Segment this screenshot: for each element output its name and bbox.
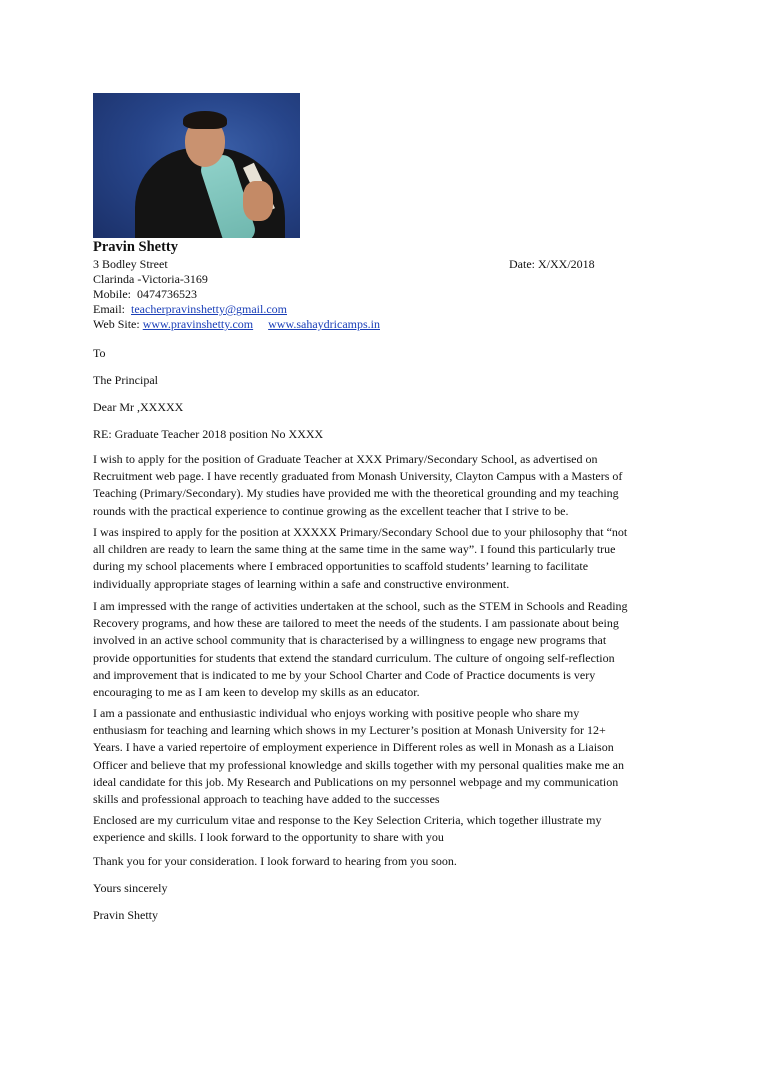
paragraph-line: Years. I have a varied repertoire of employment experience in Different roles as well in Monash as a Liaison <box>93 740 614 755</box>
mobile-label: Mobile: <box>93 287 131 301</box>
sender-street: 3 Bodley Street <box>93 257 168 271</box>
paragraph-line: I am a passionate and enthusiastic individual who enjoys working with positive people who share my <box>93 706 580 720</box>
paragraph-line: during my school placements where I embraced opportunities to scaffold students’ learning to facilitate <box>93 559 589 574</box>
body-paragraph-5 <box>93 812 681 846</box>
sender-website <box>93 317 380 332</box>
sender-name: Pravin Shetty <box>93 239 178 255</box>
paragraph-line: involved in an active school community that is characterised by a willingness to engage new programs that <box>93 633 607 648</box>
paragraph-line: ideal candidate for this job. My Research and Publications on my personnel webpage and my communication <box>93 774 619 789</box>
sender-mobile <box>93 287 197 302</box>
sender-email <box>93 302 287 317</box>
email-link[interactable]: teacherpravinshetty@gmail.com <box>131 302 287 316</box>
paragraph-line: encouraging to me as I am keen to develop my skills as an educator. <box>93 685 420 700</box>
paragraph-line: enthusiasm for teaching and learning which shows in my Lecturer’s position at Monash University for 12+ <box>93 723 606 738</box>
email-label: Email: <box>93 302 125 316</box>
paragraph-line: Recovery programs, and how these are tailored to meet the needs of the students. I am passionate about being <box>93 616 619 631</box>
paragraph-line: and improvement that is indicated to me by your School Charter and Code of Practice documents is very <box>93 667 596 682</box>
body-paragraph-6 <box>93 853 681 870</box>
closing: Yours sincerely <box>93 881 168 895</box>
body-paragraph-3 <box>93 598 681 701</box>
sender-city: Clarinda -Victoria-3169 <box>93 272 208 286</box>
letter-date: Date: X/XX/2018 <box>509 257 595 271</box>
signature: Pravin Shetty <box>93 908 158 922</box>
mobile-number: 0474736523 <box>137 287 197 301</box>
paragraph-line: all children are ready to learn the same thing at the same time in the same way”. I found this particularly true <box>93 542 616 557</box>
profile-photo <box>93 93 300 238</box>
paragraph-line: I was inspired to apply for the position at XXXXX Primary/Secondary School due to your philosophy that “not <box>93 525 628 539</box>
website-link-1[interactable]: www.pravinshetty.com <box>142 317 254 331</box>
to-line: To <box>93 346 106 360</box>
paragraph-line: Enclosed are my curriculum vitae and response to the Key Selection Criteria, which together illustrate my <box>93 813 602 827</box>
paragraph-line: I wish to apply for the position of Graduate Teacher at XXX Primary/Secondary School, as advertised on <box>93 452 598 466</box>
paragraph-line: individually appropriate stages of learning within a safe and constructive environment. <box>93 576 510 591</box>
web-label: Web Site: <box>93 317 140 331</box>
body-paragraph-4 <box>93 705 681 808</box>
paragraph-line: skills and professional approach to teaching have added to the successes <box>93 792 440 807</box>
paragraph-line: experience and skills. I look forward to the opportunity to share with you <box>93 830 444 845</box>
paragraph-line: provide opportunities for students that extend the standard curriculum. The culture of ongoing self-reflection <box>93 650 615 665</box>
paragraph-line: I am impressed with the range of activities undertaken at the school, such as the STEM in Schools and Reading <box>93 599 628 613</box>
paragraph-line: rounds with the practical experience to continue growing as the excellent teacher that I strive to be. <box>93 503 569 518</box>
body-paragraph-2 <box>93 524 681 593</box>
subject-line: RE: Graduate Teacher 2018 position No XXXX <box>93 427 324 441</box>
paragraph-line: Teaching (Primary/Secondary). My studies have provided me with the theoretical grounding and my teaching <box>93 486 619 501</box>
paragraph-line: Recruitment web page. I have recently graduated from Monash University, Clayton Campus with a Masters of <box>93 469 623 484</box>
body-paragraph-1 <box>93 451 681 520</box>
paragraph-line: Officer and believe that my professional knowledge and skills together with my personal qualities make me an <box>93 757 624 772</box>
paragraph-line: Thank you for your consideration. I look forward to hearing from you soon. <box>93 854 457 868</box>
website-link-2[interactable]: www.sahaydricamps.in <box>268 317 380 331</box>
salutation: Dear Mr ,XXXXX <box>93 400 184 414</box>
recipient: The Principal <box>93 373 158 387</box>
